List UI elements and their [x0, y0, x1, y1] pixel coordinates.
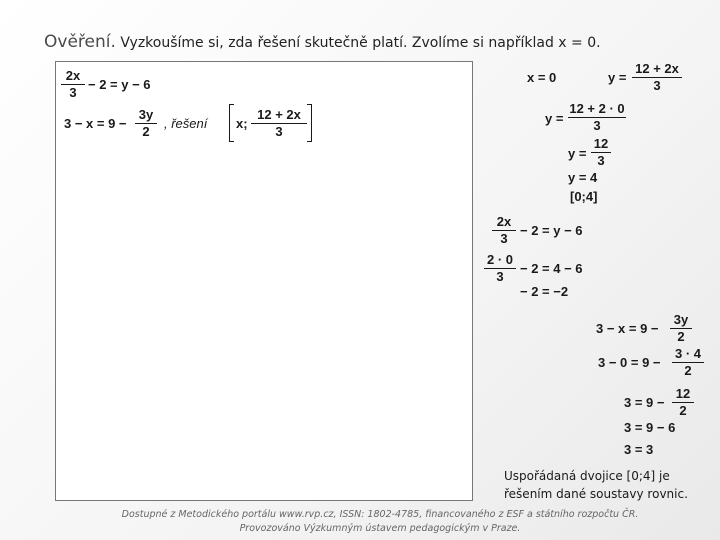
heading-text: Vyzkoušíme si, zda řešení skutečně platí. Zvolíme si například x = 0.: [115, 35, 601, 51]
work-d1-fraction: [670, 312, 692, 345]
worksheet-panel: [55, 61, 473, 501]
work-y-sub-label: y =: [545, 111, 564, 126]
work-d2-left: 3 − 0 = 9 −: [598, 355, 661, 370]
panel-solution-fraction: [251, 107, 307, 140]
work-c2-rest: − 2 = 4 − 6: [520, 261, 583, 276]
panel-eq1-denominator: 3: [69, 85, 77, 100]
work-c2-denominator: 3: [496, 269, 504, 284]
work-c2-numerator: 2 · 0: [484, 252, 516, 269]
work-c1-numerator: 2x: [492, 214, 516, 231]
panel-eq2-fraction: [135, 107, 157, 140]
work-y-def-fraction: [632, 61, 682, 94]
work-y-simp-fraction: [591, 136, 611, 169]
panel-eq1-numerator: 2x: [61, 68, 85, 85]
work-d3-denominator: 2: [679, 403, 687, 418]
work-d4: 3 = 9 − 6: [624, 420, 676, 435]
work-y-sub-numerator: 12 + 2 · 0: [569, 101, 625, 116]
work-d1-left: 3 − x = 9 −: [596, 321, 659, 336]
work-y-sub-denominator: 3: [593, 118, 601, 133]
work-c1-denominator: 3: [500, 231, 508, 246]
work-d1-numerator: 3y: [670, 312, 692, 329]
work-y-def-label: y =: [608, 70, 627, 85]
work-y-def-denominator: 3: [653, 78, 661, 93]
footer-line-1: Dostupné z Metodického portálu www.rvp.cz, ISSN: 1802-4785, financovaného z ESF a státního rozpočtu ČR.: [121, 509, 639, 520]
work-d3-left: 3 = 9 −: [624, 395, 665, 410]
panel-solution-x: x;: [236, 116, 248, 131]
work-d2-denominator: 2: [684, 363, 692, 378]
conclusion-line-1: Uspořádaná dvojice [0;4] je: [504, 469, 670, 483]
work-d2-fraction: [672, 346, 704, 379]
solution-bracket-right: [307, 104, 312, 142]
footer-line-2: Provozováno Výzkumným ústavem pedagogickým v Praze.: [239, 523, 521, 534]
work-x0: x = 0: [527, 70, 557, 85]
work-pair: [0;4]: [570, 189, 598, 204]
conclusion-text: [504, 467, 688, 503]
work-d2-numerator: 3 · 4: [672, 346, 704, 363]
work-y-simp-numerator: 12: [591, 136, 611, 153]
work-d3-fraction: [672, 386, 694, 419]
conclusion-line-2: řešením dané soustavy rovnic.: [504, 487, 688, 501]
work-c3: − 2 = −2: [520, 284, 569, 299]
work-d3-numerator: 12: [672, 386, 694, 403]
panel-eq2-left: 3 − x = 9 −: [64, 116, 127, 131]
work-y-def-numerator: 12 + 2x: [632, 61, 682, 78]
work-y-sub-fraction: [568, 101, 626, 134]
panel-eq1-fraction: [61, 68, 85, 101]
slide-heading: [44, 32, 601, 52]
work-c2-fraction: [484, 252, 516, 285]
panel-eq2-denominator: 2: [142, 124, 150, 139]
panel-solution-word: , řešení: [164, 116, 208, 131]
work-c1-fraction: [492, 214, 516, 247]
solution-bracket-left: [229, 104, 234, 142]
work-y-simp-label: y =: [568, 146, 587, 161]
panel-solution-numerator: 12 + 2x: [251, 107, 307, 124]
panel-eq2-numerator: 3y: [135, 107, 157, 124]
heading-title: Ověření.: [44, 32, 116, 52]
work-d5: 3 = 3: [624, 442, 654, 457]
footer-credit: [100, 508, 660, 536]
panel-eq1-rest: − 2 = y − 6: [88, 77, 151, 92]
work-d1-denominator: 2: [677, 329, 685, 344]
work-y-result: y = 4: [568, 170, 598, 185]
work-c1-rest: − 2 = y − 6: [520, 223, 583, 238]
work-y-simp-denominator: 3: [597, 153, 605, 168]
panel-solution-denominator: 3: [275, 124, 283, 139]
